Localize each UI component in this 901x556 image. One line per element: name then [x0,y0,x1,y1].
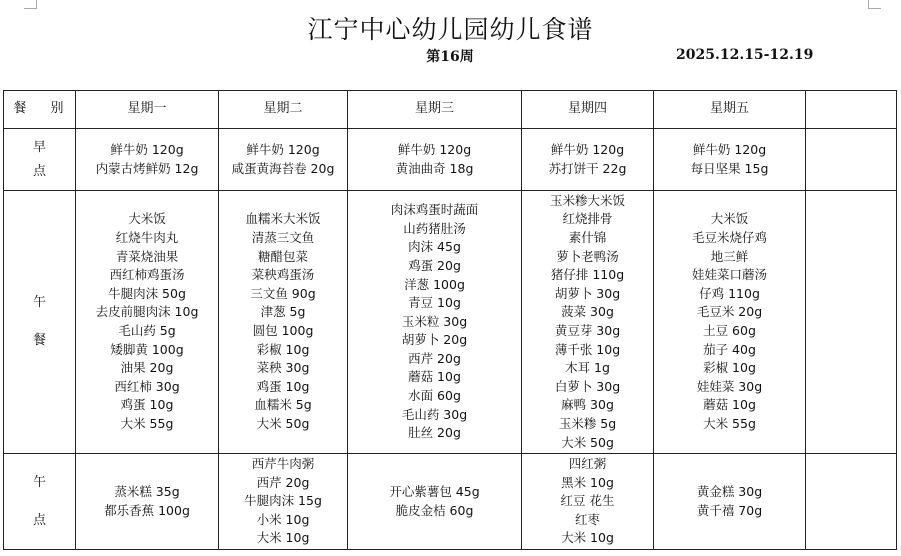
menu-item: 鲜牛奶 120g [550,141,625,157]
menu-item: 红烧牛肉丸 [115,230,179,246]
menu-item: 菜秧 30g [256,360,310,376]
menu-item: 血糯米 5g [254,397,312,413]
menu-item: 毛山药 5g [118,323,176,338]
week-label: 第16周 [426,49,474,65]
menu-item: 木耳 1g [565,360,610,376]
menu-item: 肚丝 20g [408,425,461,441]
menu-item: 大米 55g [703,415,756,431]
menu-cell-snack-tue [219,454,348,550]
menu-table [3,90,897,550]
menu-item: 地三鲜 [710,248,749,264]
menu-item: 素什锦 [568,230,607,246]
meal-label-char: 餐 [32,333,46,348]
menu-item: 蘑菇 10g [703,397,756,413]
menu-cell-lunch-tue [219,191,348,454]
menu-cell-snack-fri [654,454,806,550]
menu-cell-snack-empty [806,454,897,550]
menu-cell-snack-thu [522,454,654,550]
menu-item: 肉沫鸡蛋时蔬面 [390,202,479,218]
menu-item: 西红柿鸡蛋汤 [109,267,185,283]
menu-item: 红烧排骨 [562,211,613,227]
day-header-mon: 星期一 [76,91,219,129]
menu-item: 鲜牛奶 120g [110,141,184,157]
menu-item: 薄千张 10g [554,341,621,357]
menu-item: 仔鸡 110g [699,285,760,301]
page-corner-mark-right [868,0,881,9]
menu-item: 胡萝卜 30g [554,285,621,301]
menu-item: 血糯米大米饭 [245,211,321,227]
menu-item: 萝卜老鸭汤 [556,248,619,264]
menu-cell-breakfast-empty [806,129,897,191]
menu-item: 鸡蛋 10g [120,397,174,413]
meal-label-lunch [4,191,76,454]
menu-item: 茄子 40g [703,341,756,357]
menu-item: 大米 55g [120,415,174,431]
menu-item: 白萝卜 30g [554,378,621,394]
menu-cell-breakfast-mon [76,129,219,191]
menu-item: 圆包 100g [252,323,314,338]
meal-label-snack [4,454,76,550]
menu-item: 土豆 60g [703,323,756,338]
menu-item: 彩椒 10g [256,341,310,357]
menu-item: 小米 10g [256,511,310,527]
menu-cell-breakfast-thu [522,129,654,191]
menu-item: 西芹 20g [408,350,461,366]
menu-item: 红枣 [574,511,600,527]
menu-item: 毛豆米烧仔鸡 [691,230,767,246]
menu-item: 鲜牛奶 120g [397,141,472,157]
menu-item: 都乐香蕉 100g [104,502,190,518]
menu-item: 四红粥 [568,456,607,472]
menu-item: 牛腿肉沫 15g [244,493,322,509]
menu-item: 大米 10g [561,530,614,546]
menu-item: 西芹 20g [256,474,310,490]
menu-item: 菠菜 30g [561,304,614,320]
menu-item: 青豆 10g [408,295,461,311]
day-header-tue: 星期二 [219,91,348,129]
date-range: 2025.12.15-12.19 [676,47,814,63]
menu-cell-snack-mon [76,454,219,550]
menu-cell-breakfast-fri [654,129,806,191]
day-header-thu: 星期四 [522,91,654,129]
menu-item: 娃娃菜 30g [696,378,763,394]
menu-item: 黄豆芽 30g [554,323,621,338]
corner-label: 餐 别 [4,91,76,129]
menu-item: 大米饭 [128,211,166,227]
menu-item: 清蒸三文鱼 [251,230,315,246]
menu-cell-lunch-fri [654,191,806,454]
day-header-wed: 星期三 [348,91,522,129]
menu-item: 蘑菇 10g [408,369,461,385]
menu-item: 青菜烧油果 [115,248,179,264]
menu-item: 开心紫薯包 45g [389,483,480,499]
menu-cell-breakfast-wed [348,129,522,191]
menu-item: 彩椒 10g [703,360,756,376]
menu-item: 肉沫 45g [408,239,461,255]
menu-item: 鸡蛋 20g [408,257,461,273]
meal-row-breakfast [4,129,897,191]
menu-item: 黑米 10g [561,474,614,490]
menu-item: 大米 50g [256,415,310,431]
meal-label-char: 点 [32,512,46,528]
menu-item: 水面 60g [408,388,461,404]
menu-cell-lunch-wed [348,191,522,454]
menu-item: 内蒙古烤鲜奶 12g [95,160,199,176]
meal-label-char: 午 [32,295,46,310]
menu-item: 大米 50g [561,434,614,450]
menu-cell-lunch-mon [76,191,219,454]
menu-item: 胡萝卜 20g [401,332,468,348]
menu-item: 每日坚果 15g [690,160,769,176]
menu-item: 玉米糁 5g [558,415,617,431]
day-header-fri: 星期五 [654,91,806,129]
menu-item: 黄油曲奇 18g [395,160,474,176]
menu-item: 山药猪肚汤 [403,220,466,236]
menu-item: 油果 20g [120,360,174,376]
menu-item: 洋葱 100g [404,276,465,292]
menu-item: 西芹牛肉粥 [251,456,315,472]
menu-item: 毛豆米 20g [696,304,763,320]
menu-item: 去皮前腿肉沫 10g [95,304,199,320]
meal-label-char: 午 [32,474,46,490]
menu-item: 玉米粒 30g [401,313,468,329]
menu-item: 蒸米糕 35g [114,483,180,499]
page-title: 江宁中心幼儿园幼儿食谱 [307,15,594,44]
page-corner-mark-left [24,0,37,9]
menu-item: 津葱 5g [260,304,306,320]
menu-item: 咸蛋黄海苔卷 20g [231,160,335,176]
menu-item: 玉米糁大米饭 [549,192,625,208]
menu-item: 麻鸭 30g [561,397,614,413]
menu-item: 菜秧鸡蛋汤 [251,267,315,283]
menu-item: 红豆 花生 [560,493,615,509]
menu-cell-lunch-empty [806,191,897,454]
menu-item: 猪仔排 110g [550,267,625,283]
menu-item: 苏打饼干 22g [548,160,627,176]
menu-cell-snack-wed [348,454,522,550]
menu-item: 矮脚黄 100g [110,341,184,357]
menu-cell-lunch-thu [522,191,654,454]
menu-item: 三文鱼 90g [250,285,316,301]
menu-item: 娃娃菜口蘑汤 [691,267,767,283]
menu-item: 鸡蛋 10g [256,378,310,394]
meal-label-char: 早 [32,139,46,155]
menu-item: 毛山药 30g [401,406,468,422]
menu-item: 脆皮金桔 60g [395,502,474,518]
meal-label-char: 点 [32,163,46,179]
menu-item: 牛腿肉沫 50g [108,285,186,301]
menu-cell-breakfast-tue [219,129,348,191]
menu-item: 大米 10g [256,530,310,546]
menu-item: 黄金糕 30g [696,483,763,499]
menu-item: 鲜牛奶 120g [246,141,320,157]
meal-row-lunch [4,191,897,454]
header-row [4,91,897,129]
day-header-empty [806,91,897,129]
menu-item: 糖醋包菜 [257,248,308,264]
menu-item: 大米饭 [710,211,749,227]
menu-item: 西红柿 30g [114,378,180,394]
menu-item: 鲜牛奶 120g [692,141,767,157]
meal-label-breakfast [4,129,76,191]
meal-row-snack [4,454,897,550]
menu-item: 黄千禧 70g [696,502,763,518]
